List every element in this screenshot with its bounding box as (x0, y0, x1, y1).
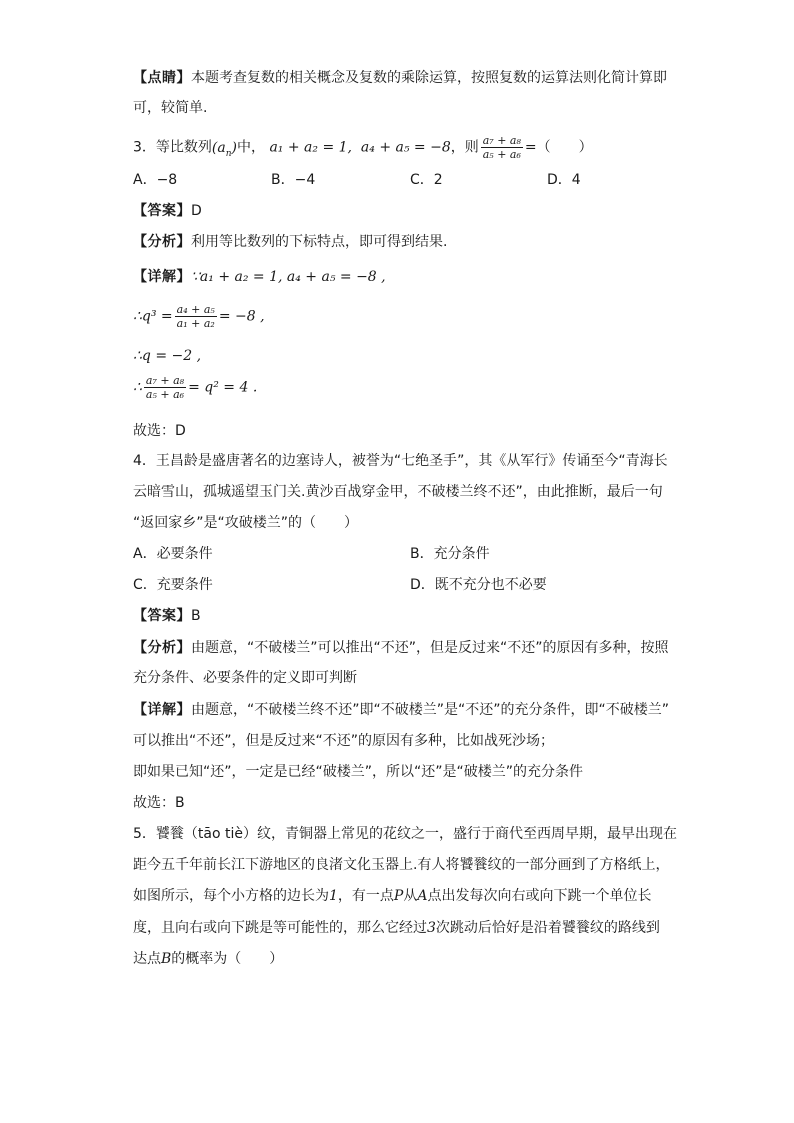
q4-analysis-2-text: 充分条件、必要条件的定义即可判断 (133, 670, 357, 686)
q3-choice (133, 421, 673, 441)
q3-cond2: a₄ + a₅ = −8 (360, 139, 451, 156)
q4-option-c: C．充要条件 (133, 577, 213, 593)
q3-detail-1-text: ∵a₁ + a₂ = 1, a₄ + a₅ = −8 , (191, 269, 386, 285)
q3-option-c: C．2 (410, 172, 443, 188)
q3-stem (133, 134, 673, 163)
q3-frac-den: a₅ + a₆ (482, 148, 521, 161)
q4-stem-1-text: 4．王昌龄是盛唐著名的边塞诗人，被誉为“七绝圣手”，其《从军行》传诵至今“青海长 (133, 453, 668, 469)
q5-stem-5-c: 的概率为（ ） (171, 951, 284, 967)
q5-stem-1-text: 5．饕餮（tāo tiè）纹，青铜器上常见的花纹之一，盛行于商代至西周早期，最早出现在 (133, 826, 677, 842)
q5-stem-2-text: 距今五千年前长江下游地区的良渚文化玉器上.有人将饕餮纹的一部分画到了方格纸上， (133, 857, 670, 873)
q3-cond1: a₁ + a₂ = 1, (269, 139, 352, 156)
q3-answer-tag: 【答案】 (133, 203, 191, 219)
q4-analysis-1 (133, 638, 673, 658)
q5-point-a: A (417, 888, 428, 904)
q3-option-d: D．4 (547, 172, 581, 188)
note-text-2: 可，较简单. (133, 100, 208, 116)
q3-answer-value: D (191, 203, 202, 219)
q4-stem-3-text: “返回家乡”是“攻破楼兰”的（ ） (133, 515, 359, 531)
q5-stem-3-b: ，有一点 (337, 888, 394, 904)
q5-stem-2 (133, 855, 673, 875)
q4-answer-value: B (191, 608, 201, 624)
q4-option-a: A．必要条件 (133, 546, 213, 562)
q3-stem-c: ，则 (450, 139, 479, 156)
q3-detail-4-frac (144, 374, 186, 401)
q3-seq-sub: n (225, 148, 232, 159)
q3-detail-4-post: = q² = 4 . (188, 379, 258, 396)
q3-stem-d: =（ ） (524, 139, 593, 156)
q3-option-a: A．−8 (133, 172, 178, 188)
note-line-1 (133, 68, 673, 88)
q3-detail-4-pre: ∴ (133, 379, 142, 396)
q3-seq-a: (a (211, 139, 226, 156)
q5-stem-3-a: 如图所示，每个小方格的边长为 (133, 888, 329, 904)
q3-detail-2-num: a₄ + a₅ (176, 303, 215, 316)
q4-detail-1 (133, 700, 673, 720)
q5-stem-5-a: 达点 (133, 951, 161, 967)
q3-detail-4-den: a₅ + a₆ (145, 388, 185, 401)
q4-answer-tag: 【答案】 (133, 608, 191, 624)
note-text-1: 本题考查复数的相关概念及复数的乘除运算，按照复数的运算法则化简计算即 (191, 70, 667, 86)
q5-stem-4 (133, 918, 673, 938)
q4-stem-1 (133, 451, 673, 471)
q3-fraction (481, 134, 523, 161)
q4-stem-2 (133, 482, 673, 502)
q4-analysis-1-text: 由题意，“不破楼兰”可以推出“不还”，但是反过来“不还”的原因有多种，按照 (191, 640, 669, 656)
q3-stem-a: 3．等比数列 (133, 139, 212, 156)
q3-detail-2-frac (175, 303, 217, 330)
note-line-2 (133, 98, 673, 118)
q4-detail-3-text: 即如果已知“还”，一定是已经“破楼兰”，所以“还”是“破楼兰”的充分条件 (133, 764, 584, 780)
q3-seq (211, 139, 237, 159)
q4-choice (133, 793, 673, 813)
q4-stem-2-text: 云暗雪山，孤城遥望玉门关.黄沙百战穿金甲，不破楼兰终不还”，由此推断，最后一句 (133, 484, 663, 500)
q3-detail-2 (133, 303, 673, 330)
q3-choice-text: 故选：D (133, 423, 186, 439)
q3-answer (133, 201, 673, 221)
q3-option-b: B．−4 (271, 172, 316, 188)
q4-stem-3 (133, 513, 673, 533)
q4-detail-1-text: 由题意，“不破楼兰终不还”即“不破楼兰”是“不还”的充分条件，即“不破楼兰” (191, 702, 670, 718)
q3-detail-3 (133, 346, 673, 366)
q5-stem-4-num: 3 (427, 920, 436, 936)
q5-stem-3 (133, 886, 673, 906)
note-tag: 【点睛】 (133, 70, 191, 86)
q4-analysis-2 (133, 668, 673, 688)
q4-option-b: B．充分条件 (410, 546, 490, 562)
q3-detail-2-post: = −8 , (218, 308, 265, 325)
q3-seq-end: ) (231, 139, 237, 156)
q4-choice-text: 故选：B (133, 795, 185, 811)
q3-detail-3-text: ∴q = −2 , (133, 348, 202, 364)
q3-frac-num: a₇ + a₈ (482, 134, 521, 147)
q4-analysis-tag: 【分析】 (133, 640, 191, 656)
q4-detail-2-text: 可以推出“不还”，但是反过来“不还”的原因有多种，比如战死沙场； (133, 733, 555, 749)
q3-detail-4 (133, 374, 673, 401)
q3-stem-b: 中， (237, 139, 265, 156)
q4-detail-tag: 【详解】 (133, 702, 191, 718)
q5-stem-3-num: 1 (329, 888, 338, 904)
q5-stem-1 (133, 824, 677, 844)
q5-stem-5 (133, 949, 673, 969)
q3-analysis-tag: 【分析】 (133, 234, 191, 250)
q3-detail-4-num: a₇ + a₈ (145, 374, 185, 387)
q3-analysis-text: 利用等比数列的下标特点，即可得到结果. (191, 234, 448, 250)
q5-stem-3-d: 点出发每次向右或向下跳一个单位长 (427, 888, 652, 904)
q5-stem-3-c: 从 (403, 888, 418, 904)
q4-detail-3 (133, 762, 673, 782)
q5-stem-4-b: 次跳动后恰好是沿着饕餮纹的路线到 (435, 920, 660, 936)
q5-point-p: P (393, 888, 404, 904)
q5-point-b: B (161, 951, 172, 967)
q3-analysis (133, 232, 673, 252)
q3-detail-2-den: a₁ + a₂ (176, 317, 215, 330)
q3-detail-1 (133, 267, 673, 287)
q3-detail-2-pre: ∴q³ = (133, 308, 173, 325)
q3-detail-tag: 【详解】 (133, 269, 191, 285)
q4-detail-2 (133, 731, 673, 751)
q5-stem-4-a: 度，且向右或向下跳是等可能性的，那么它经过 (133, 920, 427, 936)
q4-answer (133, 606, 673, 626)
q4-option-d: D．既不充分也不必要 (410, 577, 547, 593)
